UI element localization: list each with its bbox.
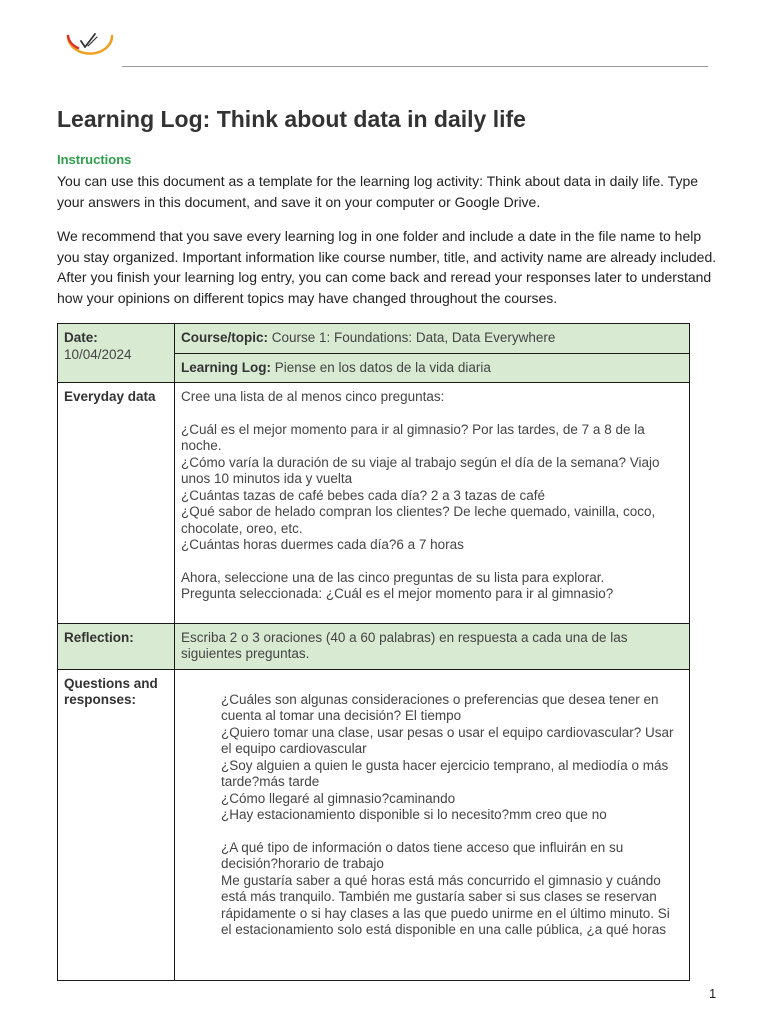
list-item: ¿Cuántas tazas de café bebes cada día? 2 a 3 tazas de café [181,487,545,503]
date-label: Date: [64,330,98,345]
logo [64,24,116,58]
table-row [58,623,690,669]
list-item: ¿Cómo llegaré al gimnasio?caminando [221,790,456,806]
log-label: Learning Log: [181,359,271,375]
list-item: ¿Quiero tomar una clase, usar pesas o usar el equipo cardiovascular? Usar el equipo cardiovascular [221,724,674,756]
select-instruction: Ahora, seleccione una de las cinco preguntas de su lista para explorar. [181,569,605,585]
list-item: ¿Cuál es el mejor momento para ir al gimnasio? Por las tardes, de 7 a 8 de la noche. [181,421,645,453]
page-number: 1 [709,986,717,1001]
date-cell [58,324,175,383]
list-item: ¿Cuáles son algunas consideraciones o preferencias que desea tener en cuenta al tomar una decisión? El tiempo [221,691,659,723]
reflection-text: Escriba 2 o 3 oraciones (40 a 60 palabras) en respuesta a cada una de las siguientes preguntas. [175,623,690,669]
table-row [58,324,690,354]
reflection-label: Reflection: [58,623,175,669]
list-item: ¿Cómo varía la duración de su viaje al trabajo según el día de la semana? Viajo unos 10 minutos ida y vuelta [181,454,660,486]
everyday-data-cell [175,383,690,624]
selected-question: Pregunta seleccionada: ¿Cuál es el mejor momento para ir al gimnasio? [181,586,614,601]
course-cell [175,324,690,354]
page-title: Learning Log: Think about data in daily life [57,106,526,132]
list-item: ¿Hay estacionamiento disponible si lo necesito?mm creo que no [221,807,607,822]
date-value: 10/04/2024 [64,346,132,362]
table-row [58,383,690,624]
list-item: ¿Soy alguien a quien le gusta hacer ejercicio temprano, al mediodía o más tarde?más tarde [221,757,669,789]
learning-log-table [57,323,690,981]
everyday-data-label: Everyday data [58,383,175,624]
list-item: ¿A qué tipo de información o datos tiene acceso que influirán en su decisión?horario de trabajo [221,839,624,871]
log-title-cell [175,353,690,383]
questions-responses-cell [175,669,690,980]
course-value: Course 1: Foundations: Data, Data Everywhere [268,330,556,345]
course-label: Course/topic: [181,330,269,345]
header-divider [122,66,708,67]
list-item: ¿Cuántas horas duermes cada día?6 a 7 horas [181,537,464,552]
log-value: Piense en los datos de la vida diaria [271,359,491,375]
instructions-paragraph-1: You can use this document as a template for the learning log activity: Think about data in daily life. Type your answers in this document, and save it on your computer or Google Drive. [57,173,699,210]
everyday-intro: Cree una lista de al menos cinco preguntas: [181,389,445,404]
instructions-paragraph-2: We recommend that you save every learning log in one folder and include a date in the file name to help you stay organized. Important information like course number, title, and activity name are already included. After you finish your learning log entry, you can come back and reread your responses later to understand how your opinions on different topics may have changed throughout the courses. [57,228,717,306]
list-item: Me gustaría saber a qué horas está más concurrido el gimnasio y cuándo está más tranquilo. También me gustaría saber si sus clases se reservan rápidamente o si hay clases a las que puedo unirme en el último minuto. Si el estacionamiento solo está disponible en una calle pública, ¿a qué horas [221,872,670,937]
list-item: ¿Qué sabor de helado compran los clientes? De leche quemado, vainilla, coco, chocolate, oreo, etc. [181,504,656,536]
questions-responses-label: Questions and responses: [58,669,175,980]
table-row [58,669,690,980]
instructions-heading: Instructions [57,152,132,167]
